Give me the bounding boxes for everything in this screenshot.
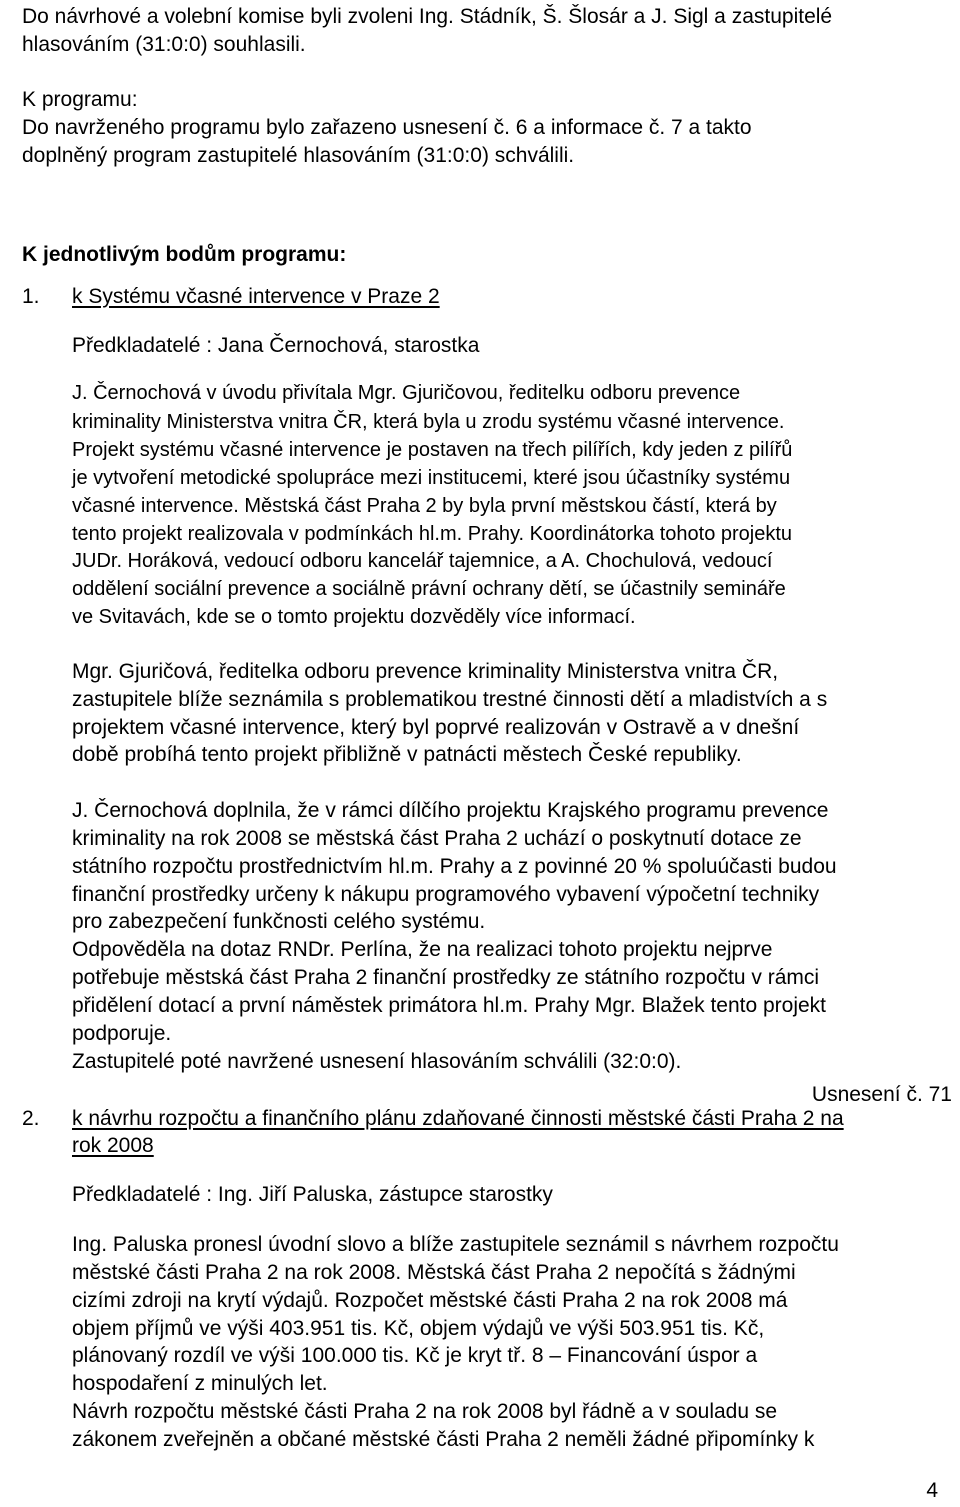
paragraph-line: oddělení sociální prevence a sociálně právní ochrany dětí, se účastnily semináře [72,578,786,600]
paragraph-line: včasné intervence. Městská část Praha 2 by byla první městskou částí, která by [72,495,777,517]
paragraph-line: je vytvoření metodické spolupráce mezi institucemi, které jsou účastníky systému [72,467,791,489]
paragraph-line: JUDr. Horáková, vedoucí odboru kancelář tajemnice, a A. Chochulová, vedoucí [72,550,773,572]
item-2-title-line-2: rok 2008 [72,1134,154,1157]
paragraph-line: podporuje. [72,1022,172,1045]
page-number: 4 [926,1479,938,1502]
paragraph-line: finanční prostředky určeny k nákupu programového vybavení výpočetní techniky [72,883,820,906]
paragraph-line: městské části Praha 2 na rok 2008. Městská část Praha 2 nepočítá s žádnými [72,1261,796,1284]
program-line-2: doplněný program zastupitelé hlasováním (31:0:0) schválili. [22,144,575,167]
paragraph-line: Zastupitelé poté navržené usnesení hlasováním schválili (32:0:0). [72,1050,682,1073]
item-2-number: 2. [22,1107,40,1130]
paragraph-line: J. Černochová v úvodu přivítala Mgr. Gjuričovou, ředitelku odboru prevence [72,382,741,404]
paragraph-line: ve Svitavách, kde se o tomto projektu dozvěděly více informací. [72,606,636,628]
program-line-1: Do navrženého programu bylo zařazeno usnesení č. 6 a informace č. 7 a takto [22,116,752,139]
intro-line-1: Do návrhové a volební komise byli zvoleni Ing. Stádník, Š. Šlosár a J. Sigl a zastupitelé [22,5,833,28]
paragraph-line: Mgr. Gjuričová, ředitelka odboru prevence kriminality Ministerstva vnitra ČR, [72,660,779,683]
intro-line-2: hlasováním (31:0:0) souhlasili. [22,33,306,56]
paragraph-line: Projekt systému včasné intervence je postaven na třech pilířích, kdy jeden z pilířů [72,439,793,461]
paragraph-line: Ing. Paluska pronesl úvodní slovo a blíže zastupitele seznámil s návrhem rozpočtu [72,1233,839,1256]
paragraph-line: objem příjmů ve výši 403.951 tis. Kč, objem výdajů ve výši 503.951 tis. Kč, [72,1317,765,1340]
program-heading: K programu: [22,88,138,111]
item-2-title-line-1: k návrhu rozpočtu a finančního plánu zdaňované činnosti městské části Praha 2 na [72,1107,844,1130]
paragraph-line: projektem včasné intervence, který byl poprvé realizován v Ostravě a v dnešní [72,716,800,739]
paragraph-line: pro zabezpečení funkčnosti celého systému. [72,910,486,933]
item-1-title: k Systému včasné intervence v Praze 2 [72,285,440,308]
paragraph-line: kriminality na rok 2008 se městská část Praha 2 uchází o poskytnutí dotace ze [72,827,802,850]
paragraph-line: plánovaný rozdíl ve výši 100.000 tis. Kč je kryt tř. 8 – Financování úspor a [72,1344,758,1367]
paragraph-line: hospodaření z minulých let. [72,1372,328,1395]
item-2-presenter: Předkladatelé : Ing. Jiří Paluska, zástupce starostky [72,1183,553,1206]
paragraph-line: zákonem zveřejněn a občané městské části Praha 2 neměli žádné připomínky k [72,1428,815,1451]
paragraph-line: J. Černochová doplnila, že v rámci dílčího projektu Krajského programu prevence [72,799,829,822]
paragraph-line: Návrh rozpočtu městské části Praha 2 na rok 2008 byl řádně a v souladu se [72,1400,778,1423]
paragraph-line: tento projekt realizovala v podmínkách hl.m. Prahy. Koordinátorka tohoto projektu [72,523,793,545]
section-heading: K jednotlivým bodům programu: [22,243,347,266]
resolution-number: Usnesení č. 71 [811,1083,952,1106]
paragraph-line: době probíhá tento projekt přibližně v patnácti městech České republiky. [72,743,742,766]
item-1-number: 1. [22,285,40,308]
paragraph-line: Odpověděla na dotaz RNDr. Perlína, že na realizaci tohoto projektu nejprve [72,938,773,961]
paragraph-line: zastupitele blíže seznámila s problematikou trestné činnosti dětí a mladistvích a s [72,688,828,711]
paragraph-line: přidělení dotací a první náměstek primátora hl.m. Prahy Mgr. Blažek tento projekt [72,994,827,1017]
paragraph-line: potřebuje městská část Praha 2 finanční prostředky ze státního rozpočtu v rámci [72,966,820,989]
paragraph-line: státního rozpočtu prostřednictvím hl.m. Prahy a z povinné 20 % spoluúčasti budou [72,855,837,878]
paragraph-line: kriminality Ministerstva vnitra ČR, která byla u zrodu systému včasné intervence. [72,411,785,433]
item-1-presenter: Předkladatelé : Jana Černochová, starostka [72,334,480,357]
paragraph-line: cizími zdroji na krytí výdajů. Rozpočet městské části Praha 2 na rok 2008 má [72,1289,788,1312]
